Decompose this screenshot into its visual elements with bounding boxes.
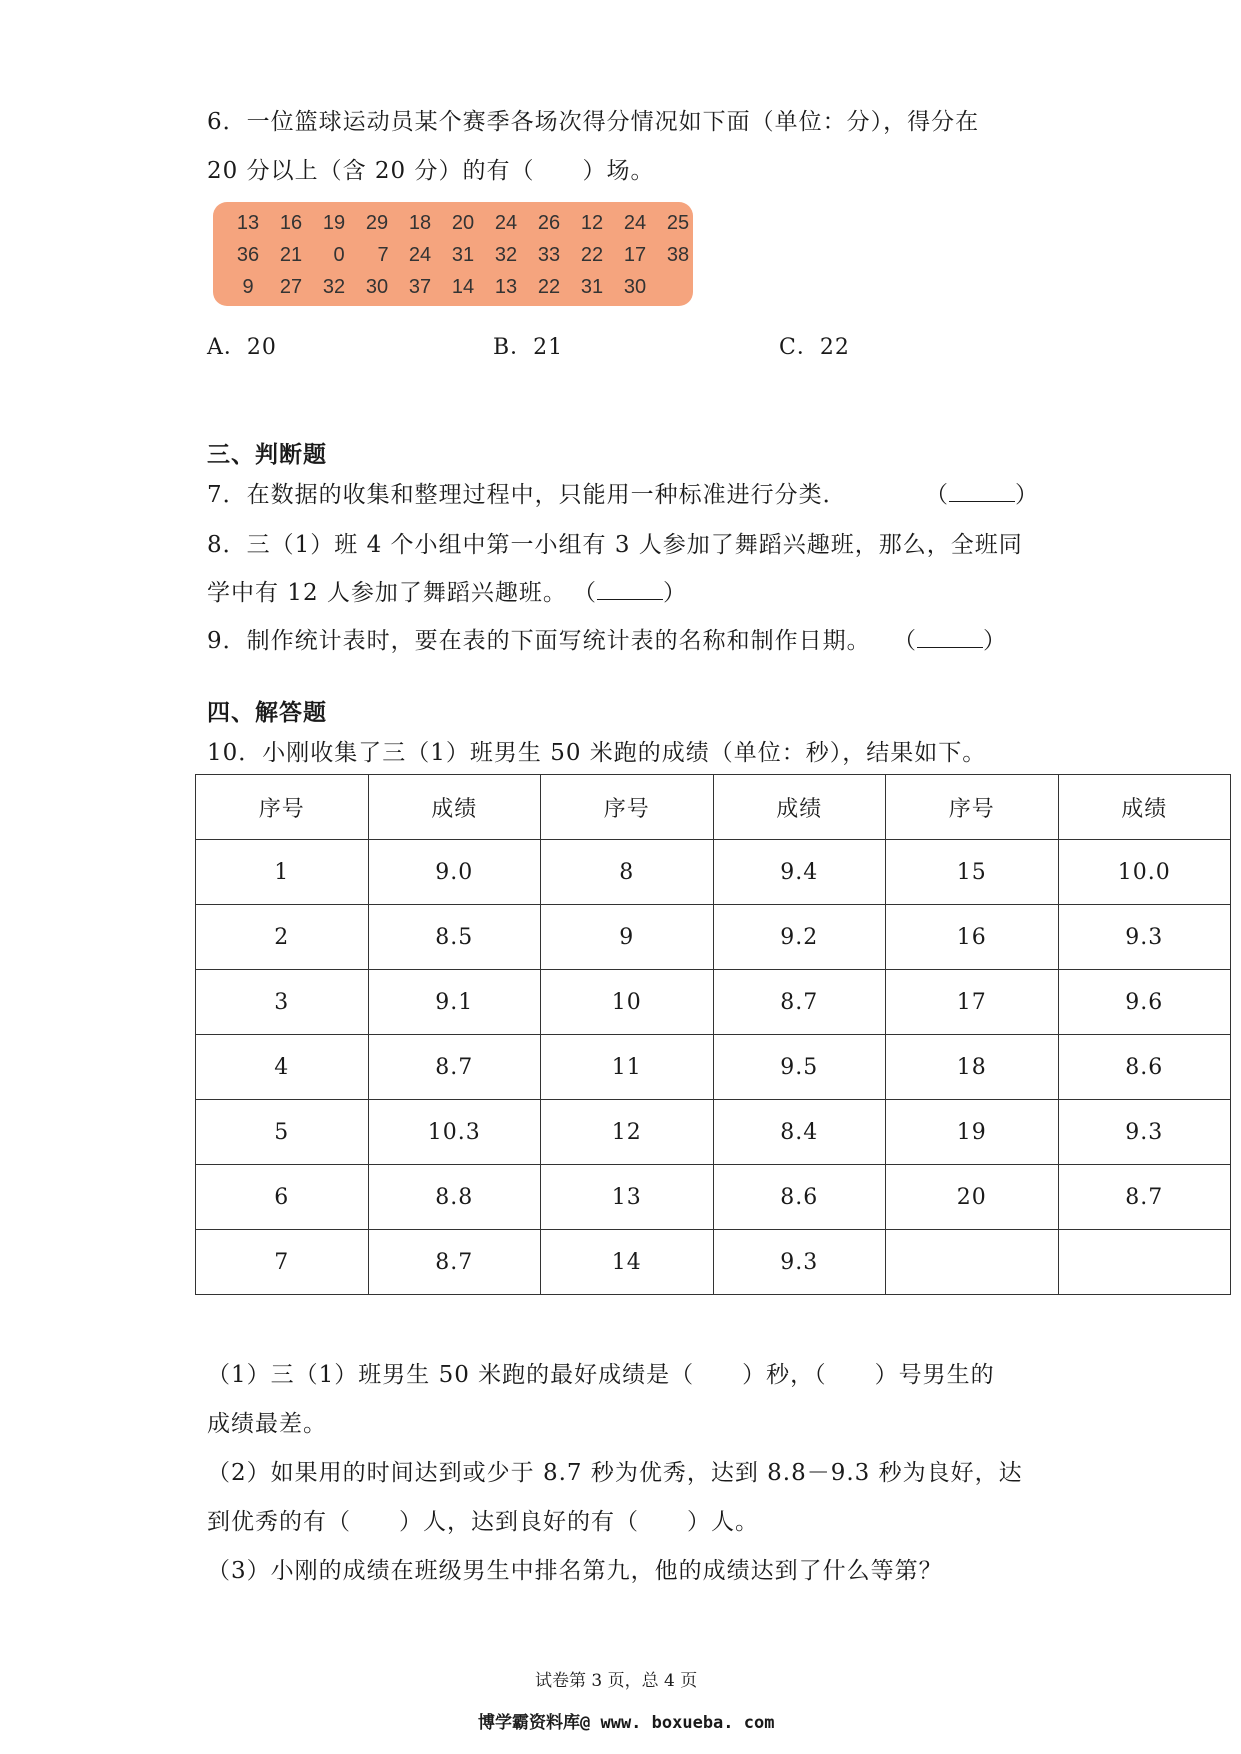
table-header: 序号 [886,775,1059,840]
score-cell: 16 [279,212,303,234]
q6-line1: 6．一位篮球运动员某个赛季各场次得分情况如下面（单位：分），得分在 [207,109,980,135]
table-cell: 8.6 [713,1165,886,1230]
table-header: 成绩 [713,775,886,840]
score-cell: 32 [322,276,346,298]
grades-table [195,774,1231,1295]
table-cell: 10.0 [1058,840,1231,905]
table-cell: 15 [886,840,1059,905]
table-cell: 8.7 [368,1230,541,1295]
section4-title: 四、解答题 [207,700,327,726]
score-row-3 [213,271,693,303]
score-cell: 13 [236,212,260,234]
score-cell: 24 [408,244,432,266]
table-cell: 14 [541,1230,714,1295]
score-cell: 22 [580,244,604,266]
q7-answer-blank: （ ） [925,482,1039,508]
option-c: C．22 [779,335,850,360]
table-cell: 19 [886,1100,1059,1165]
score-cell: 20 [451,212,475,234]
q8-line1: 8．三（1）班 4 个小组中第一小组有 3 人参加了舞蹈兴趣班，那么，全班同 [207,532,1023,558]
table-cell: 9.3 [1058,905,1231,970]
q8-answer-blank: （ ） [573,580,687,606]
score-cell: 33 [537,244,561,266]
score-cell: 19 [322,212,346,234]
table-cell: 2 [196,905,369,970]
score-cell: 38 [666,244,690,266]
score-cell: 21 [279,244,303,266]
q6-line2: 20 分以上（含 20 分）的有（ ）场。 [207,158,655,184]
table-cell: 8.8 [368,1165,541,1230]
table-cell: 9.0 [368,840,541,905]
score-cell: 18 [408,212,432,234]
table-cell: 10.3 [368,1100,541,1165]
table-header: 序号 [196,775,369,840]
table-cell: 9.5 [713,1035,886,1100]
blank-line [949,483,1015,502]
option-b: B．21 [493,335,564,360]
blank-line [917,629,983,648]
score-cell: 0 [333,244,345,266]
score-cell: 25 [666,212,690,234]
table-cell: 3 [196,970,369,1035]
table-cell: 17 [886,970,1059,1035]
blank-line [597,581,663,600]
table-cell: 9.6 [1058,970,1231,1035]
q10-sub2-line1: （2）如果用的时间达到或少于 8.7 秒为优秀，达到 8.8－9.3 秒为良好，达 [207,1460,1023,1486]
table-cell: 8.7 [713,970,886,1035]
table-cell: 6 [196,1165,369,1230]
table-cell: 9.1 [368,970,541,1035]
table-cell: 8.4 [713,1100,886,1165]
score-cell: 31 [580,276,604,298]
table-cell: 8.5 [368,905,541,970]
q10-sub1-line2: 成绩最差。 [207,1411,327,1437]
score-cell: 30 [623,276,647,298]
table-cell: 9.3 [1058,1100,1231,1165]
table-cell: 5 [196,1100,369,1165]
table-cell: 13 [541,1165,714,1230]
table-header: 成绩 [1058,775,1231,840]
page-number: 试卷第 3 页，总 4 页 [535,1671,698,1691]
table-cell: 9.2 [713,905,886,970]
score-cell: 14 [451,276,475,298]
table-cell: 1 [196,840,369,905]
table-cell: 4 [196,1035,369,1100]
table-row [196,970,1231,1035]
table-cell: 11 [541,1035,714,1100]
score-cell: 9 [242,276,254,298]
q8-line2: 学中有 12 人参加了舞蹈兴趣班。 [207,580,567,606]
site-watermark: 博学霸资料库@ www. boxueba. com [478,1713,775,1733]
table-cell [886,1230,1059,1295]
score-cell: 29 [365,212,389,234]
q10-sub3: （3）小刚的成绩在班级男生中排名第九，他的成绩达到了什么等第？ [207,1558,943,1584]
score-row-1 [213,207,693,239]
table-cell: 9 [541,905,714,970]
q10-sub2-line2: 到优秀的有（ ）人，达到良好的有（ ）人。 [207,1509,759,1535]
section3-title: 三、判断题 [207,442,327,468]
table-cell: 7 [196,1230,369,1295]
q7-text: 7．在数据的收集和整理过程中，只能用一种标准进行分类． [207,482,847,508]
table-row [196,1100,1231,1165]
table-row [196,905,1231,970]
score-cell: 7 [377,244,389,266]
table-cell: 18 [886,1035,1059,1100]
table-cell: 8.7 [1058,1165,1231,1230]
table-row [196,1165,1231,1230]
table-cell: 8.7 [368,1035,541,1100]
table-header: 序号 [541,775,714,840]
score-cell: 13 [494,276,518,298]
table-cell [1058,1230,1231,1295]
table-cell: 12 [541,1100,714,1165]
table-cell: 10 [541,970,714,1035]
q10-sub1-line1: （1）三（1）班男生 50 米跑的最好成绩是（ ）秒，（ ）号男生的 [207,1362,995,1388]
score-cell: 31 [451,244,475,266]
score-cell: 36 [236,244,260,266]
table-row [196,1230,1231,1295]
score-cell: 30 [365,276,389,298]
q10-intro: 10．小刚收集了三（1）班男生 50 米跑的成绩（单位：秒），结果如下。 [207,740,987,766]
table-cell: 9.3 [713,1230,886,1295]
score-row-2 [213,239,693,271]
table-cell: 8 [541,840,714,905]
table-cell: 8.6 [1058,1035,1231,1100]
score-cell: 22 [537,276,561,298]
score-box [213,202,693,306]
score-cell: 26 [537,212,561,234]
table-cell: 20 [886,1165,1059,1230]
table-row [196,1035,1231,1100]
table-row [196,840,1231,905]
score-cell: 24 [623,212,647,234]
score-cell: 12 [580,212,604,234]
score-cell: 32 [494,244,518,266]
table-cell: 16 [886,905,1059,970]
table-cell: 9.4 [713,840,886,905]
option-a: A．20 [207,335,277,360]
q9-text: 9．制作统计表时，要在表的下面写统计表的名称和制作日期。 [207,628,871,654]
q9-answer-blank: （ ） [893,628,1007,654]
table-header-row [196,775,1231,840]
score-cell: 17 [623,244,647,266]
score-cell: 37 [408,276,432,298]
score-cell: 24 [494,212,518,234]
table-header: 成绩 [368,775,541,840]
score-cell: 27 [279,276,303,298]
